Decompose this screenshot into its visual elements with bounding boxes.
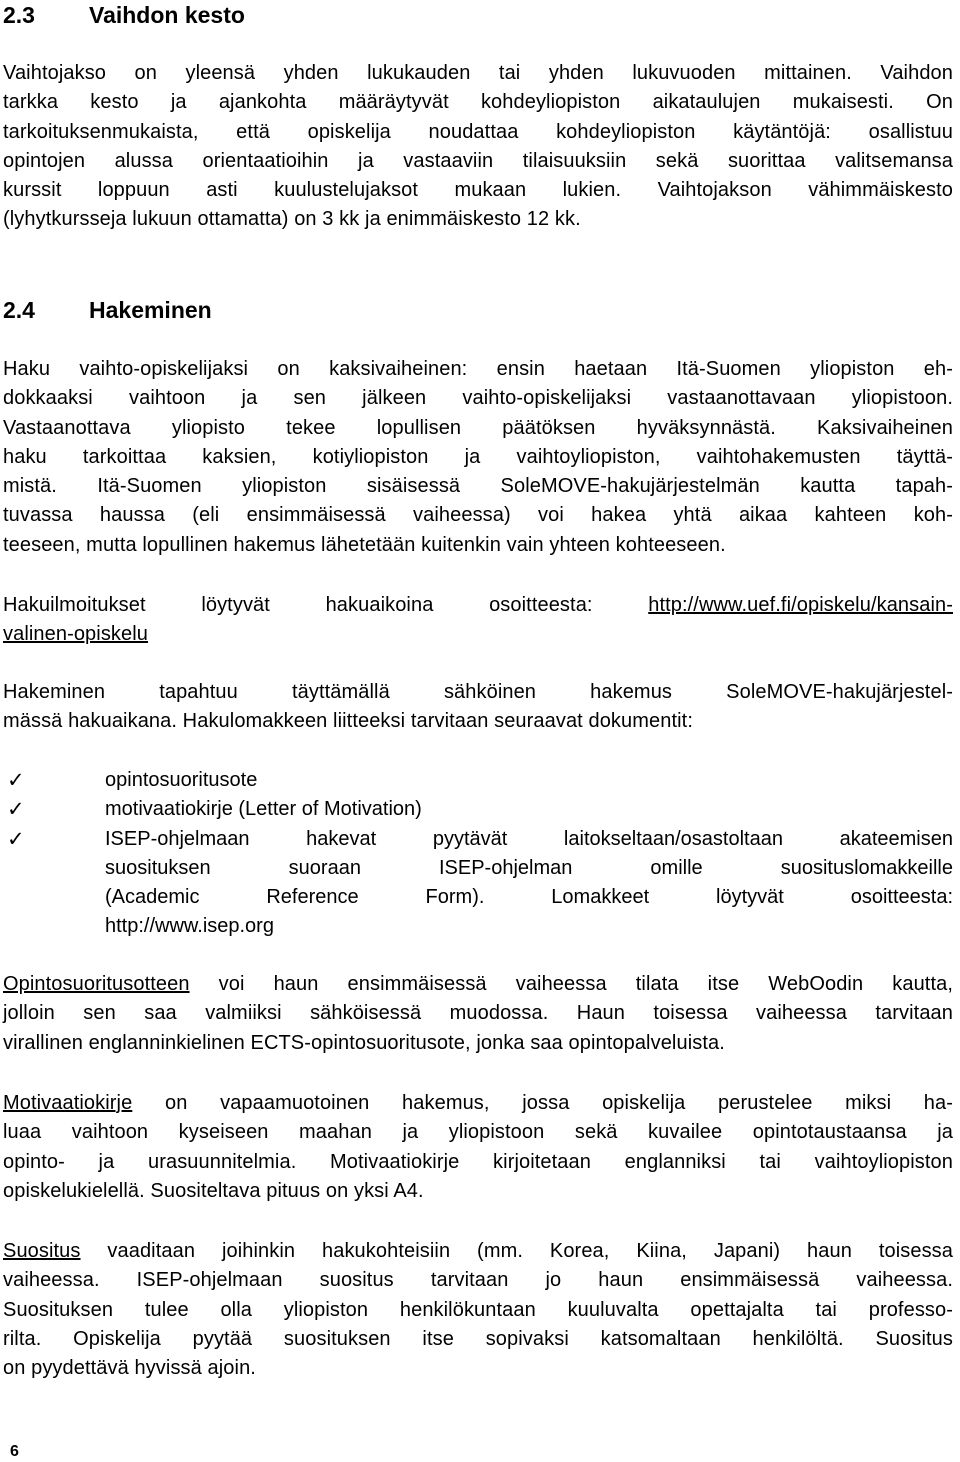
text-span: vaaditaan joihinkin hakukohteisiin (mm. Korea, Kiina, Japani) haun toisessa [80,1240,953,1262]
text-line: haku tarkoittaa kaksien, kotiyliopiston ja vaihtoyliopiston, vaihtohakemusten täyttä- [3,445,953,468]
text-line: opintojen alussa orientaatioihin ja vastaaviin tilaisuuksiin sekä suorittaa valitsemansa [3,149,953,172]
text-line: vaiheessa. ISEP-ohjelmaan suositus tarvitaan jo haun ensimmäisessä vaiheessa. [3,1269,953,1292]
checklist-item-text [105,825,953,942]
application-info-link-continued[interactable]: valinen-opiskelu [3,623,149,646]
text-line: on pyydettävä hyvissä ajoin. [3,1357,256,1380]
application-info-link[interactable]: http://www.uef.fi/opiskelu/kansain- [648,594,953,616]
paragraph-vaihdon-kesto [3,59,953,235]
text-line: rilta. Opiskelija pyytää suosituksen itse sopivaksi katsomaltaan henkilöltä. Suositus [3,1327,953,1350]
checklist-item [3,825,953,942]
checklist-item [3,766,953,795]
paragraph-motivaatiokirje [3,1089,953,1206]
underlined-term: Suositus [3,1240,81,1262]
paragraph-hakeminen [3,678,953,737]
text-line: luaa vaihtoon kyseiseen maahan ja yliopistoon sekä kuvailee opintotaustaansa ja [3,1121,953,1144]
checkmark-icon: ✓ [7,797,25,822]
text-line: tarkka kesto ja ajankohta määräytyvät kohdeyliopiston aikataulujen mukaisesti. On [3,91,953,114]
checklist-item [3,795,953,824]
text-line: ISEP-ohjelmaan hakevat pyytävät laitokseltaan/osastoltaan akateemisen [105,827,953,850]
text-line: suosituksen suoraan ISEP-ohjelman omille suosituslomakkeille [105,856,953,879]
text-span: Hakuilmoitukset löytyvät hakuaikoina osoitteesta: [3,594,649,616]
text-line: Hakeminen tapahtuu täyttämällä sähköinen hakemus SoleMOVE-hakujärjestel- [3,681,953,703]
text-line: teeseen, mutta lopullinen hakemus lähetetään kuitenkin vain yhteen kohteeseen. [3,533,726,556]
text-line: http://www.isep.org [105,915,274,938]
text-line: tuvassa haussa (eli ensimmäisessä vaiheessa) voi hakea yhtä aikaa kahteen koh- [3,504,953,527]
text-line [3,1089,953,1118]
text-line: opinto- ja urasuunnitelmia. Motivaatiokirje kirjoitetaan englanniksi tai vaihtoyliopiston [3,1150,953,1173]
text-span: voi haun ensimmäisessä vaiheessa tilata itse WebOodin kautta, [189,973,953,995]
text-line [3,620,953,649]
text-line: opiskelukielellä. Suositeltava pituus on yksi A4. [3,1179,424,1202]
text-line: motivaatiokirje (Letter of Motivation) [105,798,422,821]
paragraph-suositus [3,1237,953,1383]
text-line: Suosituksen tulee olla yliopiston henkilökuntaan kuuluvalta opettajalta tai professo- [3,1298,953,1321]
text-line: kurssit loppuun asti kuulustelujaksot mukaan lukien. Vaihtojakson vähimmäiskesto [3,179,953,202]
text-line: tarkoituksenmukaista, että opiskelija noudattaa kohdeyliopiston käytäntöjä: osallistuu [3,120,953,143]
text-line: Haku vaihto-opiskelijaksi on kaksivaiheinen: ensin haetaan Itä-Suomen yliopiston eh- [3,358,953,380]
text-line [3,970,953,999]
paragraph-haku [3,355,953,560]
section-title: Hakeminen [89,297,212,323]
text-line: opintosuoritusote [105,769,258,791]
checkmark-icon: ✓ [7,826,25,851]
section-title: Vaihdon kesto [89,2,245,28]
section-heading-2-3 [3,2,245,29]
section-number: 2.4 [3,297,35,323]
document-checklist [3,766,953,942]
text-line: Vastaanottava yliopisto tekee lopullisen päätöksen hyväksynnästä. Kaksivaiheinen [3,416,953,439]
underlined-term: Motivaatiokirje [3,1092,133,1114]
text-line: jolloin sen saa valmiiksi sähköisessä muodossa. Haun toisessa vaiheessa tarvitaan [3,1002,953,1025]
text-line: (Academic Reference Form). Lomakkeet löytyvät osoitteesta: [105,886,953,909]
paragraph-opintosuoritusote [3,970,953,1058]
text-line: Vaihtojakso on yleensä yhden lukukauden tai yhden lukuvuoden mittainen. Vaihdon [3,62,953,84]
text-line [3,1237,953,1266]
text-span: on vapaamuotoinen hakemus, jossa opiskelija perustelee miksi ha- [132,1092,953,1114]
text-line: mässä hakuaikana. Hakulomakkeen liitteeksi tarvitaan seuraavat dokumentit: [3,710,693,733]
text-line: (lyhytkursseja lukuun ottamatta) on 3 kk ja enimmäiskesto 12 kk. [3,208,581,231]
checklist-item-text [105,795,953,824]
text-line: dokkaaksi vaihtoon ja sen jälkeen vaihto-opiskelijaksi vastaanottavaan yliopistoon. [3,387,953,410]
checkmark-icon: ✓ [7,768,25,792]
checklist-item-text [105,766,953,795]
text-line: virallinen englanninkielinen ECTS-opintosuoritusote, jonka saa opintopalveluista. [3,1031,725,1054]
text-line: mistä. Itä-Suomen yliopiston sisäisessä SoleMOVE-hakujärjestelmän kautta tapah- [3,475,953,498]
section-number: 2.3 [3,2,35,28]
section-heading-2-4 [3,297,212,324]
page-number: 6 [10,1443,19,1460]
underlined-term: Opintosuoritusotteen [3,973,190,995]
paragraph-hakuilmoitukset [3,591,953,650]
text-line [3,591,953,620]
